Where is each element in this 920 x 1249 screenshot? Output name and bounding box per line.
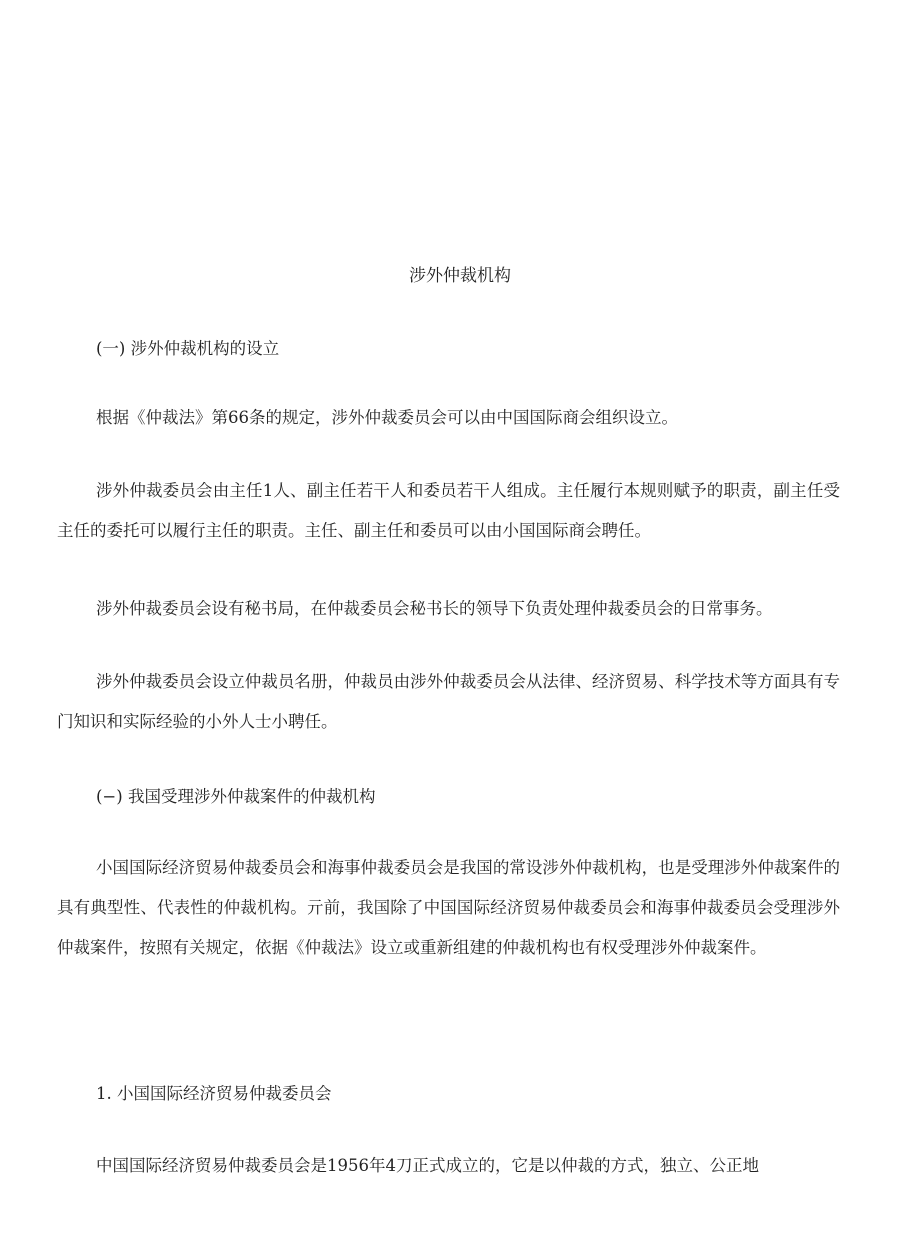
paragraph-arbitrator-roster: 涉外仲裁委员会设立仲裁员名册，仲裁员由涉外仲裁委员会从法律、经济贸易、科学技术等方面具有专门知识和实际经验的小外人士小聘任。 bbox=[57, 672, 840, 731]
paragraph-institutions-overview: 小国国际经济贸易仲裁委员会和海事仲裁委员会是我国的常设涉外仲裁机构，也是受理涉外仲裁案件的具有典型性、代表性的仲裁机构。亓前，我国除了中国国际经济贸易仲裁委员会和海事仲裁委员会受理涉外仲裁案件，按照有关规定，依据《仲裁法》设立或重新组建的仲裁机构也有权受理涉外仲裁案件。 bbox=[57, 858, 840, 957]
subsection-heading-cietac: 1. 小国国际经济贸易仲裁委员会 bbox=[96, 1084, 332, 1103]
paragraph-committee-composition: 涉外仲裁委员会由主任1人、副主任若干人和委员若干人组成。主任履行本规则赋予的职责，副主任受主任的委托可以履行主任的职责。主任、副主任和委员可以由小国国际商会聘任。 bbox=[57, 481, 840, 540]
paragraph-cietac-founding: 中国国际经济贸易仲裁委员会是1956年4刀正式成立的，它是以仲裁的方式，独立、公正地 bbox=[96, 1156, 759, 1175]
section-heading-institutions: (−) 我国受理涉外仲裁案件的仲裁机构 bbox=[96, 787, 376, 806]
section-heading-establishment: (一) 涉外仲裁机构的设立 bbox=[96, 339, 280, 358]
document-title: 涉外仲裁机构 bbox=[409, 266, 511, 286]
paragraph-secretariat: 涉外仲裁委员会设有秘书局，在仲裁委员会秘书长的领导下负责处理仲裁委员会的日常事务。 bbox=[96, 599, 773, 618]
paragraph-legal-basis: 根据《仲裁法》第66条的规定，涉外仲裁委员会可以由中国国际商会组织设立。 bbox=[96, 408, 678, 427]
